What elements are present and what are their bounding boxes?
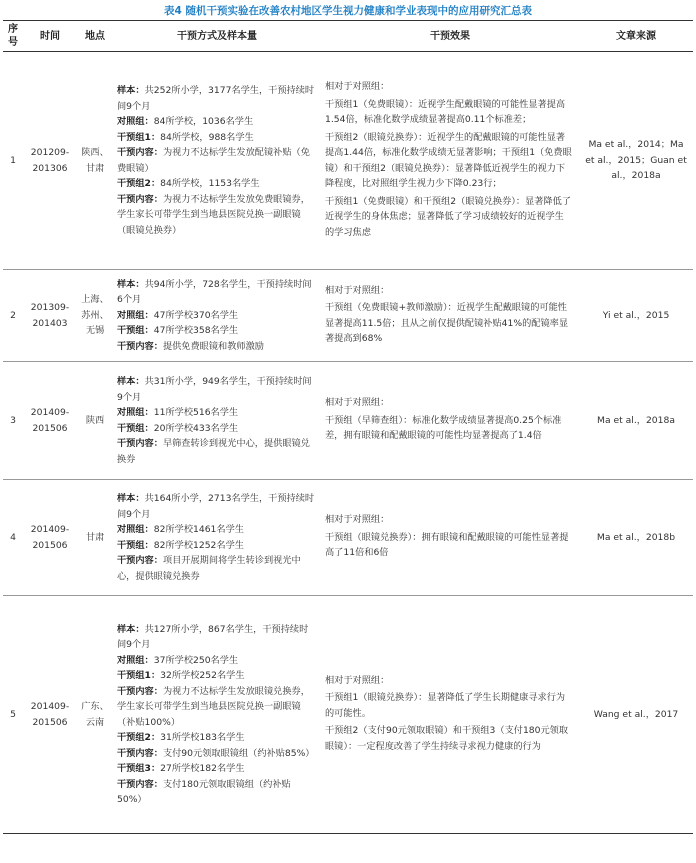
- method-label: 干预内容：: [117, 438, 163, 449]
- method-label: 干预内容：: [117, 778, 163, 790]
- method-label: 样本：: [117, 493, 145, 504]
- method-line: [117, 684, 315, 731]
- header-row: [3, 21, 693, 52]
- effect-line: 干预组（免费眼镜+教师激励）：近视学生配戴眼镜的可能性显著提高11.5倍；且从之前仅提供配镜补贴41%的配镜率显著提高到68%: [325, 302, 569, 344]
- row-idx: 1: [3, 52, 23, 270]
- method-label: 对照组：: [117, 116, 154, 127]
- header-place: 地点: [77, 21, 113, 52]
- method-text: 支付180元领取眼镜组（约补贴50%）: [117, 778, 291, 805]
- method-label: 干预组1：: [117, 131, 161, 143]
- method-line: [117, 436, 315, 467]
- method-line: [117, 145, 315, 176]
- method-text: 早筛查转诊到视光中心，提供眼镜兑换券: [117, 438, 310, 465]
- method-label: 干预组2：: [117, 178, 161, 189]
- method-text: 共94所小学，728名学生，干预持续时间6个月: [117, 278, 312, 306]
- row-place: 上海、苏州、无锡: [77, 270, 113, 362]
- method-line: [117, 668, 315, 684]
- effect-line: 相对于对照组：: [325, 81, 390, 92]
- method-text: 共252所小学，3177名学生，干预持续时间9个月: [117, 85, 315, 112]
- row-method: [113, 596, 321, 834]
- row-time: 201309-201403: [23, 270, 77, 362]
- row-time: 201409-201506: [23, 596, 77, 834]
- row-time: 201209-201306: [23, 52, 77, 270]
- row-idx: 4: [3, 480, 23, 596]
- method-line: [117, 421, 315, 437]
- header-time: 时间: [23, 21, 77, 52]
- row-time: 201409-201506: [23, 480, 77, 596]
- method-line: [117, 83, 315, 114]
- method-line: [117, 323, 315, 339]
- summary-table: [3, 20, 693, 834]
- method-text: 为视力不达标学生发放配镜补贴（免费眼镜）: [117, 147, 310, 174]
- method-text: 82所学校1461名学生: [153, 524, 244, 535]
- method-label: 样本：: [117, 278, 145, 290]
- method-label: 干预组3：: [117, 763, 161, 774]
- method-text: 支付90元领取眼镜组（约补贴85%）: [162, 747, 315, 759]
- method-line: [117, 653, 315, 669]
- row-effect: [321, 362, 579, 480]
- table-row: [3, 270, 693, 362]
- effect-line: 干预组1（免费眼镜）：近视学生配戴眼镜的可能性显著提高1.54倍，标准化数学成绩显著提高0.11个标准差；: [325, 98, 566, 125]
- method-line: [117, 339, 315, 355]
- method-line: [117, 114, 315, 130]
- effect-line: 干预组（眼镜兑换券）：拥有眼镜和配戴眼镜的可能性显著提高了11倍和6倍: [325, 531, 569, 559]
- row-method: [113, 52, 321, 270]
- method-text: 82所学校1252名学生: [153, 539, 244, 551]
- row-source: Ma et al.，2018b: [579, 480, 693, 596]
- method-line: [117, 730, 315, 746]
- method-label: 对照组：: [117, 654, 154, 666]
- row-effect: [321, 596, 579, 834]
- method-text: 20所学校433名学生: [153, 422, 239, 434]
- table-row: [3, 362, 693, 480]
- method-label: 对照组：: [117, 309, 154, 321]
- method-line: [117, 538, 315, 554]
- row-idx: 5: [3, 596, 23, 834]
- method-label: 干预内容：: [117, 685, 163, 697]
- effect-line: 干预组（早筛查组）：标准化数学成绩显著提高0.25个标准差，拥有眼镜和配戴眼镜的可能性均显著提高了1.4倍: [325, 414, 562, 442]
- row-source: Ma et al.，2014；Ma et al.，2015；Guan et al.，2018a: [579, 52, 693, 270]
- method-text: 84所学校，1036名学生: [153, 116, 254, 127]
- method-text: 32所学校252名学生: [160, 670, 245, 681]
- header-source: 文章来源: [579, 21, 693, 52]
- method-line: [117, 761, 315, 777]
- method-line: [117, 622, 315, 653]
- method-text: 共127所小学，867名学生，干预持续时间9个月: [117, 623, 309, 650]
- method-label: 样本：: [117, 623, 145, 635]
- row-effect: [321, 52, 579, 270]
- row-effect: [321, 480, 579, 596]
- method-text: 37所学校250名学生: [153, 654, 239, 666]
- method-line: [117, 491, 315, 522]
- method-label: 干预内容：: [117, 747, 163, 759]
- method-line: [117, 308, 315, 324]
- row-method: [113, 270, 321, 362]
- row-idx: 2: [3, 270, 23, 362]
- row-place: 甘肃: [77, 480, 113, 596]
- method-line: [117, 405, 315, 421]
- method-label: 干预内容：: [117, 340, 163, 352]
- method-label: 样本：: [117, 376, 145, 387]
- effect-line: 相对于对照组：: [325, 514, 390, 526]
- method-line: [117, 522, 315, 538]
- header-effect: 干预效果: [321, 21, 579, 52]
- method-text: 47所学校358名学生: [153, 325, 239, 337]
- effect-line: 干预组1（免费眼镜）和干预组2（眼镜兑换券）：显著降低了近视学生的身体焦虑；显著降低了学习成绩较好的近视学生的学习焦虑: [325, 195, 571, 238]
- method-line: [117, 777, 315, 808]
- method-line: [117, 277, 315, 308]
- table-body: [3, 52, 693, 834]
- method-label: 干预组1：: [117, 670, 161, 681]
- method-label: 干预内容：: [117, 193, 163, 205]
- method-label: 干预组：: [117, 539, 154, 551]
- method-text: 84所学校，988名学生: [160, 131, 254, 143]
- effect-line: 干预组2（支付90元领取眼镜）和干预组3（支付180元领取眼镜）：一定程度改善了学生持续寻求视力健康的行为: [325, 725, 569, 752]
- table-row: [3, 52, 693, 270]
- row-source: Yi et al.，2015: [579, 270, 693, 362]
- effect-line: 干预组1（眼镜兑换券）：显著降低了学生长期健康寻求行为的可能性。: [325, 692, 566, 719]
- method-label: 对照组：: [117, 407, 154, 418]
- row-source: Wang et al.，2017: [579, 596, 693, 834]
- row-effect: [321, 270, 579, 362]
- row-place: 陕西、甘肃: [77, 52, 113, 270]
- method-text: 提供免费眼镜和教师激励: [162, 340, 264, 352]
- method-label: 干预内容：: [117, 147, 163, 158]
- method-text: 为视力不达标学生发放眼镜兑换券，学生家长可带学生到当地县医院兑换一副眼镜（补贴100%）: [117, 685, 310, 728]
- row-method: [113, 362, 321, 480]
- method-line: [117, 746, 315, 762]
- row-idx: 3: [3, 362, 23, 480]
- row-source: Ma et al.，2018a: [579, 362, 693, 480]
- method-text: 84所学校，1153名学生: [160, 178, 260, 189]
- row-place: 陕西: [77, 362, 113, 480]
- method-text: 11所学校516名学生: [153, 407, 239, 418]
- method-text: 共31所小学，949名学生，干预持续时间9个月: [117, 376, 312, 403]
- method-line: [117, 176, 315, 192]
- table-row: [3, 596, 693, 834]
- method-text: 47所学校370名学生: [153, 309, 239, 321]
- method-text: 共164所小学，2713名学生，干预持续时间9个月: [117, 493, 315, 520]
- effect-line: 相对于对照组：: [325, 397, 390, 409]
- row-place: 广东、云南: [77, 596, 113, 834]
- table-row: [3, 480, 693, 596]
- method-label: 干预组：: [117, 422, 154, 434]
- method-label: 样本：: [117, 85, 145, 96]
- method-label: 干预组2：: [117, 732, 161, 743]
- method-label: 干预组：: [117, 325, 154, 337]
- row-time: 201409-201506: [23, 362, 77, 480]
- method-text: 项目开展期间将学生转诊到视光中心，提供眼镜兑换券: [117, 555, 301, 582]
- method-label: 干预内容：: [117, 555, 163, 566]
- row-method: [113, 480, 321, 596]
- method-line: [117, 553, 315, 584]
- effect-line: 相对于对照组：: [325, 284, 390, 296]
- method-text: 31所学校183名学生: [160, 732, 245, 743]
- header-idx: 序号: [3, 21, 23, 52]
- table-caption: 表4 随机干预实验在改善农村地区学生视力健康和学业表现中的应用研究汇总表: [164, 5, 532, 17]
- method-label: 对照组：: [117, 524, 154, 535]
- method-text: 为视力不达标学生发放免费眼镜券，学生家长可带学生到当地县医院兑换一副眼镜（眼镜兑换券）: [117, 193, 310, 236]
- effect-line: 相对于对照组：: [325, 674, 390, 686]
- method-line: [117, 192, 315, 239]
- method-line: [117, 374, 315, 405]
- header-method: 干预方式及样本量: [113, 21, 321, 52]
- effect-line: 干预组2（眼镜兑换券）：近视学生的配戴眼镜的可能性显著提高1.44倍，标准化数学成绩无显著影响；干预组1（免费眼镜）和干预组2（眼镜兑换券）：显著降低近视学生的视力下降程度，比对照组学生视力少下降0.23行；: [325, 131, 572, 189]
- method-line: [117, 130, 315, 146]
- method-text: 27所学校182名学生: [160, 763, 245, 774]
